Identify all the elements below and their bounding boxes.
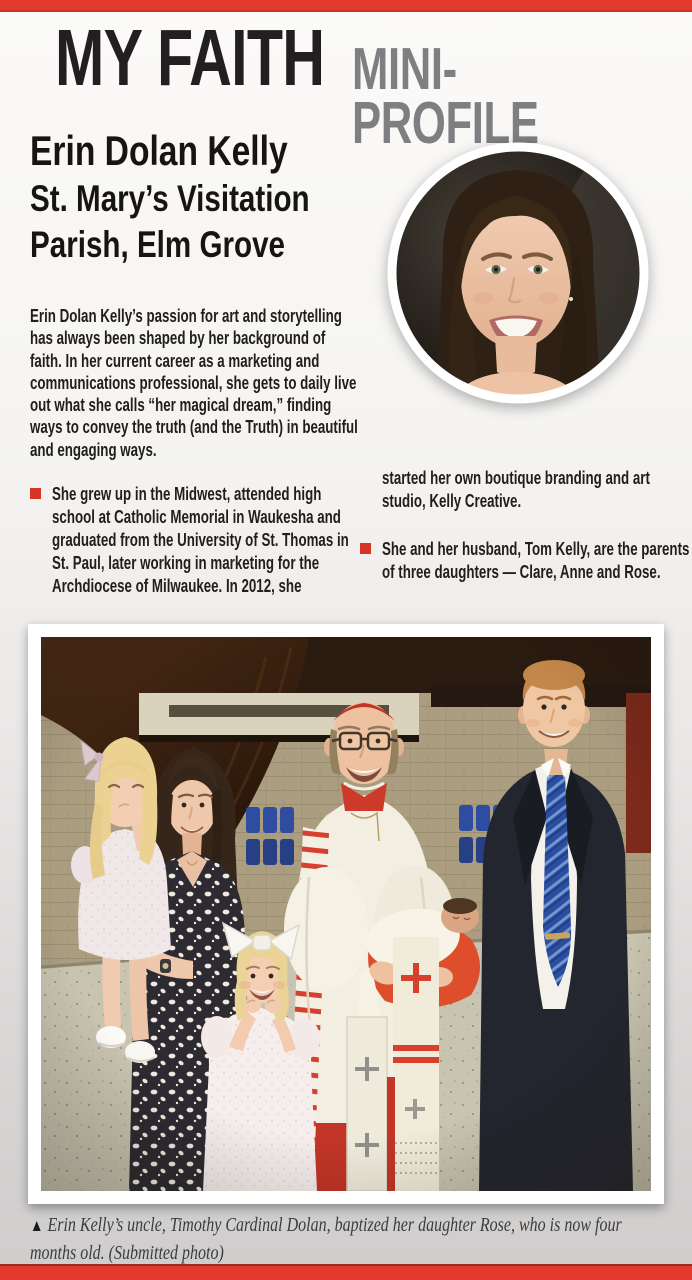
page-subtitle (352, 36, 692, 156)
red-square-bullet-icon (30, 488, 41, 499)
family-photo-illustration (41, 637, 651, 1191)
bullet-item (30, 483, 370, 598)
parish-line-1: St. Mary’s Visitation (30, 178, 310, 219)
bottom-red-bar (0, 1264, 692, 1280)
page-subtitle-text: MINI-PROFILE (352, 36, 539, 156)
bullet-column-left (30, 483, 370, 598)
bullet-item (360, 538, 690, 584)
caption-triangle-icon: ▲ (30, 1216, 44, 1235)
bullet-text: She grew up in the Midwest, attended high school at Catholic Memorial in Waukesha and graduated from the University of St. Thomas in St. Paul, later working in marketing for the Archdiocese of Milwaukee. In 2012, she (52, 484, 349, 596)
caption-text: Erin Kelly’s uncle, Timothy Cardinal Dolan, baptized her daughter Rose, who is now four months old. (Submitted photo) (30, 1214, 622, 1264)
parish-line-2: Parish, Elm Grove (30, 224, 285, 265)
bullet-column-right (360, 467, 690, 584)
profile-name: Erin Dolan Kelly (30, 127, 288, 174)
portrait-photo-illustration (383, 138, 653, 408)
red-square-bullet-icon (360, 543, 371, 554)
intro-paragraph: Erin Dolan Kelly’s passion for art and storytelling has always been shaped by her background of faith. In her current career as a marketing and communications professional, she gets to daily live out what she calls “her magical dream,” finding ways to convey the truth (and the Truth) in beautiful and engaging ways. (30, 306, 358, 460)
photo-caption (30, 1212, 692, 1266)
continuation-text: started her own boutique branding and art studio, Kelly Creative. (382, 468, 650, 511)
top-red-bar (0, 0, 692, 12)
profile-parish (30, 176, 380, 268)
bullet-text: She and her husband, Tom Kelly, are the parents of three daughters — Clare, Anne and Rose. (382, 539, 690, 582)
family-photo (28, 624, 664, 1204)
portrait-photo (383, 138, 653, 408)
page-title-text: MY FAITH (55, 13, 325, 102)
